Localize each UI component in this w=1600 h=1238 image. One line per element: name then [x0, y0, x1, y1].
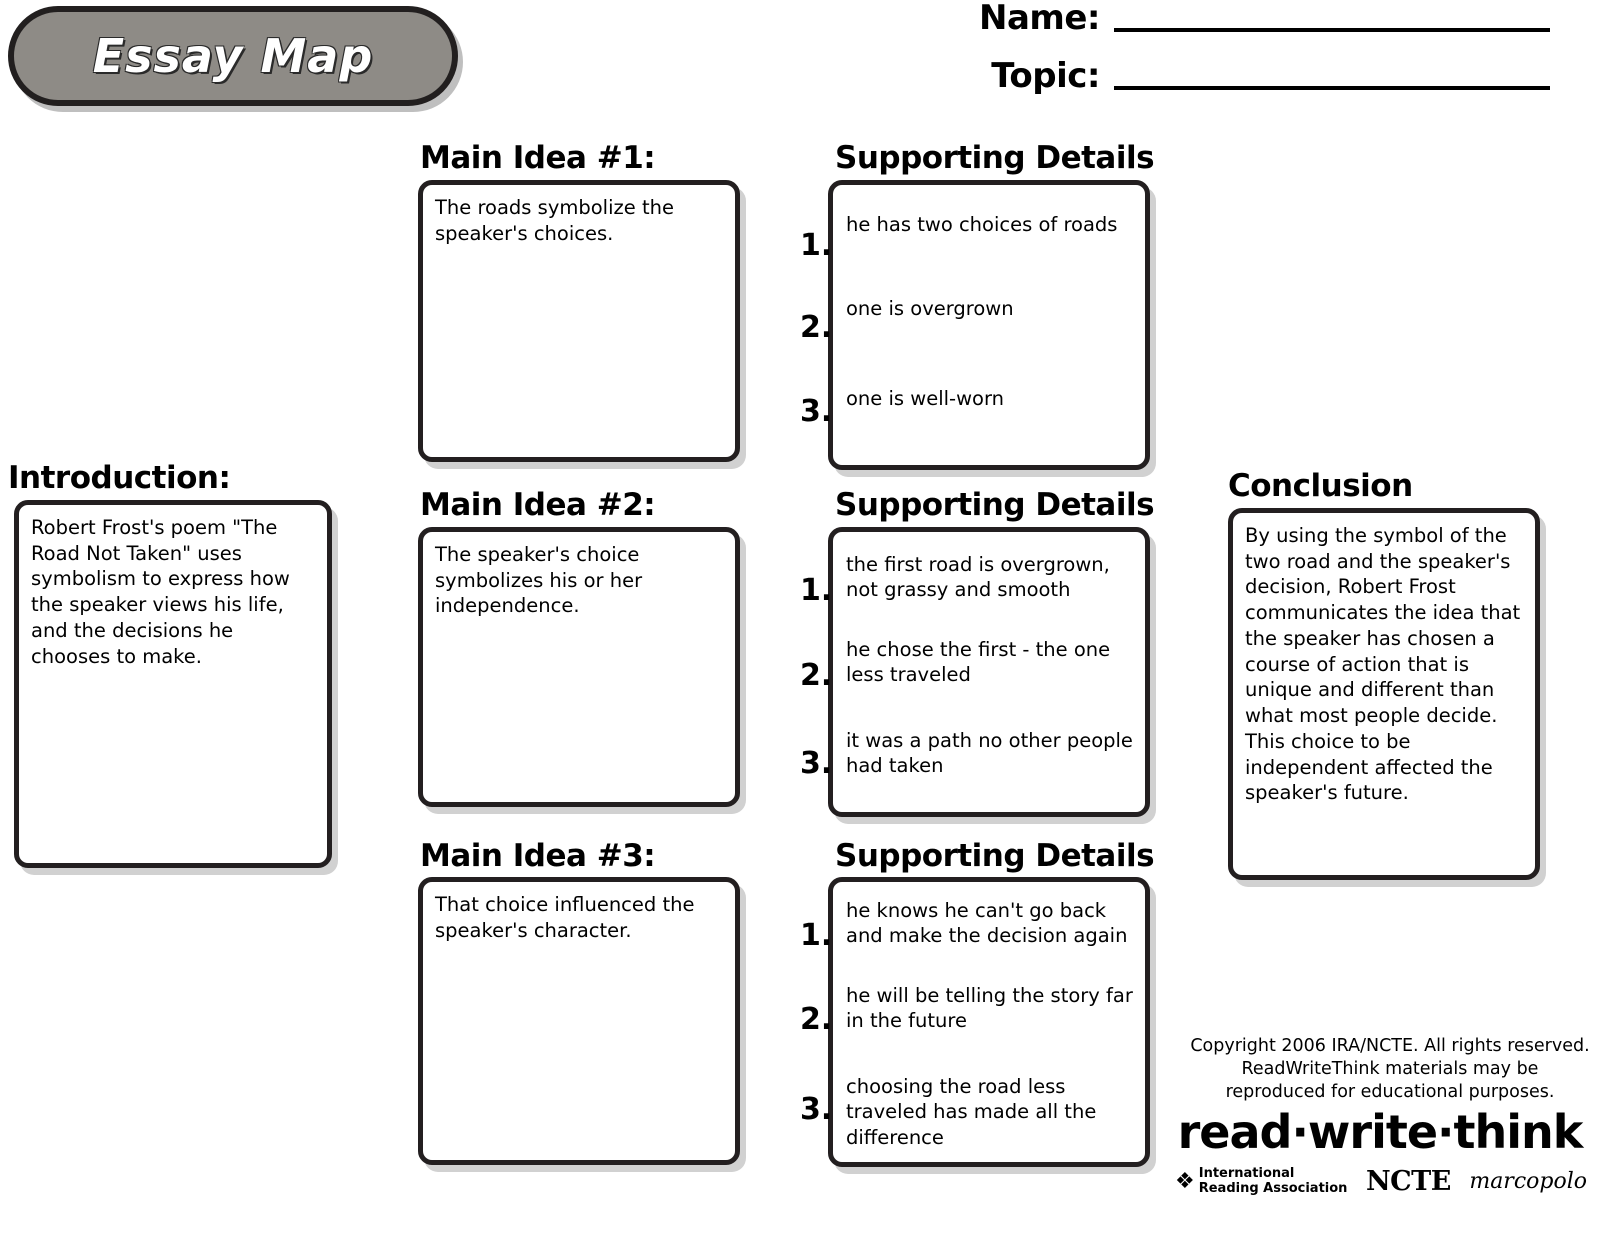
- ncte-logo: NCTE: [1365, 1166, 1451, 1197]
- detail-3-1-text: he knows he can't go back and make the decision again: [846, 899, 1128, 948]
- supporting-details-2-heading: Supporting Details: [835, 487, 1155, 523]
- detail-3-3-number: 3.: [800, 1092, 833, 1127]
- ira-mark-icon: ❖: [1175, 1168, 1195, 1194]
- detail-1-3-text: one is well-worn: [846, 387, 1004, 410]
- topic-label: Topic:: [991, 56, 1100, 96]
- main-idea-3-heading: Main Idea #3:: [420, 838, 656, 874]
- partner-logos: [1175, 1166, 1587, 1197]
- topic-input[interactable]: [1114, 86, 1550, 90]
- detail-2-1-text: the first road is overgrown, not grassy and smooth: [846, 553, 1117, 602]
- main-idea-3-box[interactable]: [418, 877, 740, 1165]
- detail-3-3-text: choosing the road less traveled has made all the difference: [846, 1075, 1103, 1149]
- detail-2-3-text: it was a path no other people had taken: [846, 729, 1140, 778]
- detail-2-3-number: 3.: [800, 746, 833, 781]
- detail-1-3-number: 3.: [800, 394, 833, 429]
- detail-2-1-number: 1.: [800, 573, 833, 608]
- detail-3-1-number: 1.: [800, 918, 833, 953]
- main-idea-3-text: That choice influenced the speaker's character.: [435, 893, 701, 942]
- main-idea-2-box[interactable]: [418, 527, 740, 807]
- main-idea-2-heading: Main Idea #2:: [420, 487, 656, 523]
- main-idea-1-heading: Main Idea #1:: [420, 140, 656, 176]
- main-idea-2-text: The speaker's choice symbolizes his or her independence.: [435, 543, 649, 618]
- topic-field-row: [950, 56, 1550, 96]
- conclusion-heading: Conclusion: [1228, 468, 1413, 504]
- detail-3-2-number: 2.: [800, 1002, 833, 1037]
- detail-2-2-number: 2.: [800, 658, 833, 693]
- marcopolo-logo: marcopolo: [1469, 1169, 1587, 1194]
- introduction-text: Robert Frost's poem "The Road Not Taken" uses symbolism to express how the speaker views his life, and the decisions he chooses to make.: [31, 516, 297, 668]
- main-idea-1-text: The roads symbolize the speaker's choices.: [435, 196, 681, 245]
- ira-logo-line1: International: [1198, 1165, 1295, 1181]
- page-title: Essay Map: [92, 29, 374, 83]
- essay-map-banner: [8, 6, 458, 106]
- detail-2-2-text: he chose the first - the one less traveled: [846, 638, 1117, 687]
- detail-1-1-number: 1.: [800, 228, 833, 263]
- copyright-notice: Copyright 2006 IRA/NCTE. All rights reserved. ReadWriteThink materials may be reproduced for educational purposes.: [1190, 1036, 1590, 1103]
- introduction-box[interactable]: [14, 500, 332, 868]
- readwritethink-logo: read·write·think: [1177, 1105, 1583, 1159]
- detail-1-2-number: 2.: [800, 310, 833, 345]
- name-input[interactable]: [1114, 28, 1550, 32]
- supporting-details-1-heading: Supporting Details: [835, 140, 1155, 176]
- supporting-details-3-heading: Supporting Details: [835, 838, 1155, 874]
- name-label: Name:: [979, 0, 1100, 38]
- main-idea-1-box[interactable]: [418, 180, 740, 462]
- introduction-heading: Introduction:: [8, 460, 231, 496]
- name-field-row: [950, 0, 1550, 38]
- detail-3-2-text: he will be telling the story far in the future: [846, 984, 1140, 1033]
- ira-logo: [1175, 1167, 1347, 1197]
- ira-logo-line2: Reading Association: [1198, 1180, 1348, 1196]
- detail-1-1-text: he has two choices of roads: [846, 213, 1118, 236]
- detail-1-2-text: one is overgrown: [846, 297, 1014, 320]
- conclusion-text: By using the symbol of the two road and the speaker's decision, Robert Frost communicates the idea that the speaker has chosen a course of action that is unique and different than what most people decide. This choice to be independent affected the speaker's future.: [1245, 524, 1527, 805]
- conclusion-box[interactable]: [1228, 508, 1540, 880]
